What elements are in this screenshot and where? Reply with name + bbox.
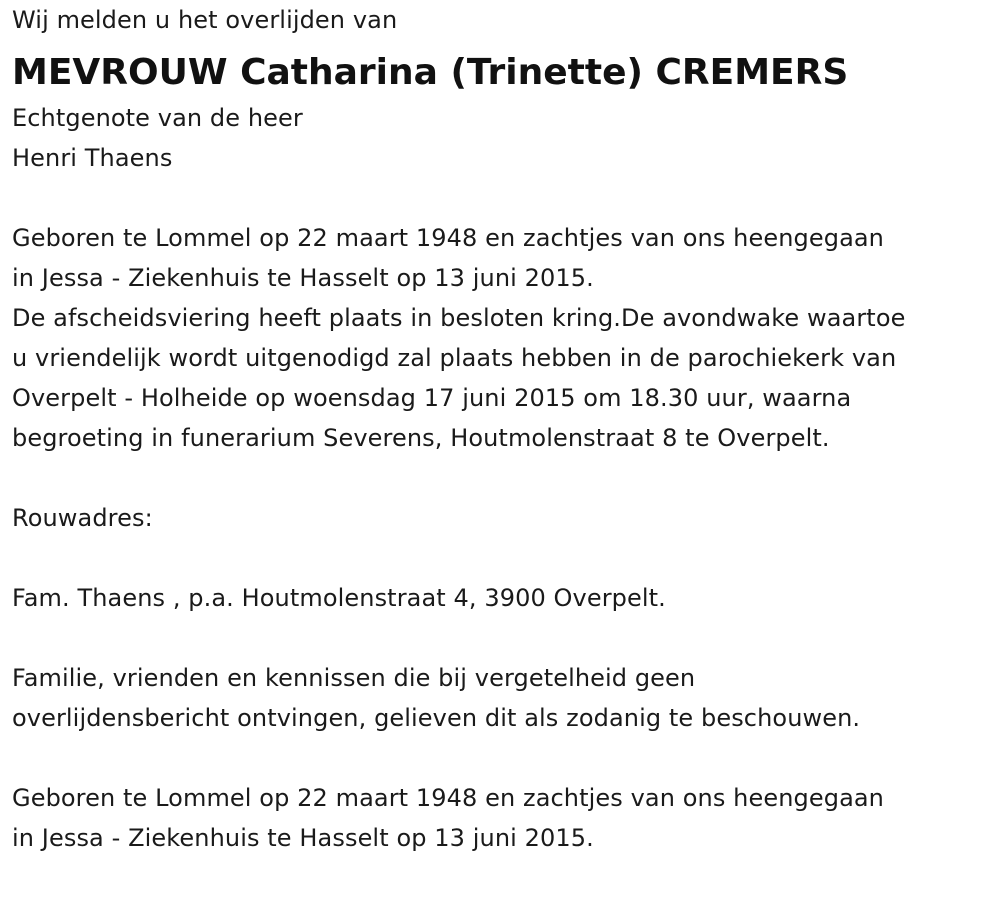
spacer [12, 178, 997, 218]
birth-death-repeat-line-1: Geboren te Lommel op 22 maart 1948 en zachtjes van ons heengegaan [12, 784, 884, 812]
birth-death-line-2: in Jessa - Ziekenhuis te Hasselt op 13 juni 2015. [12, 264, 594, 292]
notice-line-1: Familie, vrienden en kennissen die bij vergetelheid geen [12, 664, 696, 692]
birth-death-repeat-line-2: in Jessa - Ziekenhuis te Hasselt op 13 juni 2015. [12, 824, 594, 852]
spacer [12, 458, 997, 498]
notice-line-2: overlijdensbericht ontvingen, gelieven dit als zodanig te beschouwen. [12, 704, 861, 732]
spouse-line-2: Henri Thaens [12, 144, 173, 172]
mourning-address: Fam. Thaens , p.a. Houtmolenstraat 4, 3900 Overpelt. [12, 584, 666, 612]
spacer [12, 738, 997, 778]
ceremony-line-2: u vriendelijk wordt uitgenodigd zal plaats hebben in de parochiekerk van [12, 344, 897, 372]
birth-death-line-1: Geboren te Lommel op 22 maart 1948 en zachtjes van ons heengegaan [12, 224, 884, 252]
deceased-name: MEVROUW Catharina (Trinette) CREMERS [12, 52, 849, 93]
mourning-address-label: Rouwadres: [12, 504, 153, 532]
spacer [12, 618, 997, 658]
spouse-line-1: Echtgenote van de heer [12, 104, 303, 132]
ceremony-line-1: De afscheidsviering heeft plaats in besloten kring.De avondwake waartoe [12, 304, 906, 332]
ceremony-line-4: begroeting in funerarium Severens, Houtmolenstraat 8 te Overpelt. [12, 424, 830, 452]
intro-text: Wij melden u het overlijden van [12, 6, 398, 34]
ceremony-line-3: Overpelt - Holheide op woensdag 17 juni 2015 om 18.30 uur, waarna [12, 384, 852, 412]
spouse-block [12, 98, 997, 178]
spacer [12, 538, 997, 578]
ceremony-block [12, 298, 997, 458]
birth-death-repeat-block [12, 778, 997, 858]
birth-death-block [12, 218, 997, 298]
obituary-document [12, 0, 997, 858]
notice-block [12, 658, 997, 738]
